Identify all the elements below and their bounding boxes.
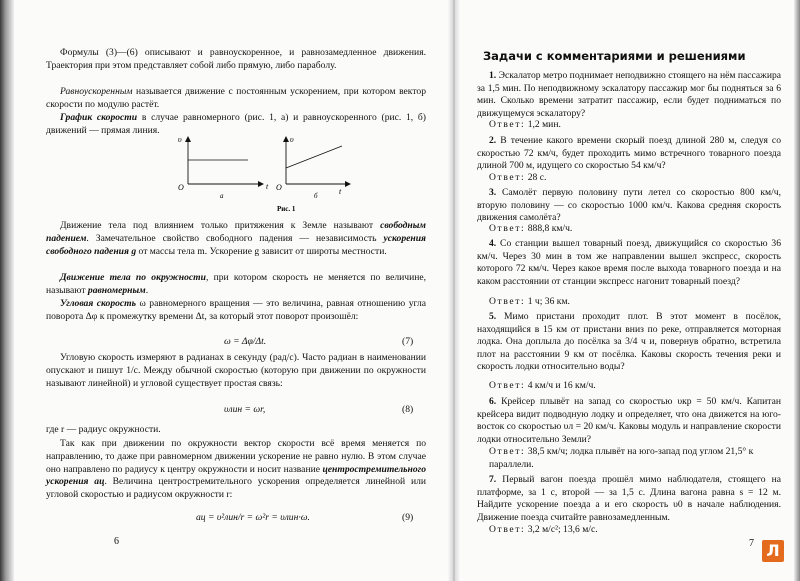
- paragraph-speed-graph: График скорости в случае равномерного (рис. 1, а) и равноускоренного (рис. 1, б) движений — прямая линия.: [46, 112, 426, 136]
- term-free-fall-acceleration: ускорения свободного падения g: [46, 232, 426, 257]
- answer-6: Ответ: 38,5 км/ч; лодка плывёт на юго-запад под углом 21,5° к параллели.: [489, 446, 754, 470]
- answer-3: Ответ: 888,8 км/ч.: [489, 223, 573, 234]
- term-centripetal-acceleration: центростремительного ускорения aц: [46, 463, 426, 488]
- figure-1a: [178, 135, 269, 200]
- term-circular-motion: Движение тела по окружности: [60, 272, 206, 283]
- left-page: [14, 0, 446, 581]
- task-6: 6. Крейсер плывёт на запад со скоростью υкр = 50 км/ч. Капитан крейсера видит подводную лодку и определяет, что она движется на юго-восток со скоростью υл = 20 км/ч. Каковы модуль и направление скорости лодки относительно Земли?: [477, 396, 781, 445]
- task-3: 3. Самолёт первую половину пути летел со скоростью 800 км/ч, вторую половину — со скоростью 1000 км/ч. Какова средняя скорость движения самолёта?: [477, 187, 781, 224]
- book-gutter: [447, 0, 461, 581]
- formula-9: aц = υ²лин/r = ω²r = υлин·ω.: [196, 512, 310, 523]
- axis-label-t-b: t: [339, 187, 342, 196]
- paragraph-free-fall: Движение тела под влиянием только притяжения к Земле называют свободным падением. Замечательное свойство свободного падения — независимость ускорения свободного падения g от массы тела m. Ускорение g зависит от широты местности.: [46, 220, 426, 257]
- answer-1: Ответ: 1,2 мин.: [489, 119, 561, 130]
- figure-caption: Рис. 1: [277, 205, 296, 213]
- right-page: [461, 0, 795, 581]
- task-4: 4. Со станции вышел товарный поезд, движущийся со скоростью 36 км/ч. Через 30 мин в том же направлении вышел экспресс, скорость которого 72 км/ч. Через какое время после выхода товарного поезда и на каком расстоянии от станции экспресс нагонит товарный поезд?: [477, 238, 782, 287]
- paragraph-centripetal: Так как при движении по окружности вектор скорости всё время меняется по направлению, то даже при равномерном движении ускорение не равно нулю. В этом случае оно направлено по радиусу к центру окружности и носит название центростремительного ускорения aц. Величина центростремительного ускорения определяется линейной или угловой скоростью и радиусом окружности r:: [46, 438, 427, 501]
- task-2: 2. В течение какого времени скорый поезд длиной 280 м, следуя со скоростью 72 км/ч, будет проходить мимо встречного товарного поезда длиной 700 м, идущего со скоростью 54 км/ч?: [477, 135, 781, 172]
- axis-label-t-a: t: [266, 182, 269, 191]
- origin-b: O: [276, 183, 282, 192]
- equation-number-9: (9): [402, 512, 414, 523]
- task-1: 1. Эскалатор метро поднимает неподвижно стоящего на нём пассажира за 1,5 мин. По неподвижному эскалатору пассажир мог бы подняться за 6 мин. Сколько времени затратит пассажир, если будет подниматься по движущемуся эскалатору?: [477, 70, 782, 119]
- page-edge-left: [0, 0, 14, 581]
- axis-label-v-a: υ: [178, 135, 182, 144]
- publisher-logo: Л: [762, 540, 784, 562]
- graph-line-accelerated: [286, 146, 342, 168]
- task-5: 5. Мимо пристани проходит плот. В этот момент в посёлок, находящийся в 15 км от пристани вниз по реке, отправляется моторная лодка. Она доплыла до посёлка за 3/4 ч и, повернув обратно, встретила плот на расстоянии 9 км от посёлка. Каковы скорость течения реки и скорость лодки относительно воды?: [477, 311, 782, 373]
- term-uniform-acceleration: Равноускоренным: [60, 86, 133, 97]
- sub-label-b: б: [314, 192, 318, 200]
- equation-number-7: (7): [402, 336, 414, 347]
- sub-label-a: а: [220, 192, 224, 200]
- term-free-fall: свободным падением: [46, 220, 426, 244]
- term-angular-velocity: Угловая скорость: [60, 298, 137, 309]
- paragraph-formulas: Формулы (3)—(6) описывают и равноускоренное, и равнозамедленное движения. Траектория при этом представляет собой либо прямую, либо параболу.: [46, 47, 426, 71]
- figure-1: [164, 134, 354, 214]
- task-7: 7. Первый вагон поезда прошёл мимо наблюдателя, стоящего на платформе, за 1 с, второй — за 1,5 с. Длина вагона равна s = 12 м. Найдите ускорение поезда a и его скорость υ0 в начале наблюдения. Движение поезда считайте равнозамедленным.: [477, 474, 781, 523]
- paragraph-uniform-acceleration: Равноускоренным называется движение с постоянным ускорением, при котором вектор скорости по модулю растёт.: [46, 86, 426, 110]
- formula-7: ω = Δφ/Δt.: [224, 336, 267, 347]
- axis-label-v-b: υ: [290, 135, 294, 144]
- page-number-right: 7: [749, 538, 754, 549]
- answer-2: Ответ: 28 с.: [489, 172, 547, 183]
- term-speed-graph: График скорости: [60, 112, 138, 123]
- paragraph-radius: где r — радиус окружности.: [46, 424, 161, 435]
- answer-4: Ответ: 1 ч; 36 км.: [489, 296, 570, 307]
- paragraph-circular-motion: Движение тела по окружности, при котором скорость не меняется по величине, называют равномерным.: [46, 272, 426, 296]
- formula-8: υлин = ωr,: [224, 404, 266, 415]
- page-number-left: 6: [114, 536, 119, 547]
- paragraph-angular-units: Угловую скорость измеряют в радианах в секунду (рад/с). Часто радиан в наименовании опускают и пишут 1/с. Между обычной скоростью (которую при движении по окружности называют линейной) и угловой существует простая связь:: [46, 352, 426, 389]
- answer-7: Ответ: 3,2 м/с²; 13,6 м/с.: [489, 524, 598, 535]
- figure-1b: [276, 135, 351, 200]
- answer-5: Ответ: 4 км/ч и 16 км/ч.: [489, 380, 596, 391]
- equation-number-8: (8): [402, 404, 414, 415]
- term-uniform: равномерным: [87, 284, 146, 296]
- origin-a: O: [178, 183, 184, 192]
- paragraph-angular-velocity: Угловая скорость ω равномерного вращения — это величина, равная отношению угла поворота Δφ к промежутку времени Δt, за который этот поворот произошёл:: [46, 298, 426, 322]
- section-heading: Задачи с комментариями и решениями: [483, 49, 746, 63]
